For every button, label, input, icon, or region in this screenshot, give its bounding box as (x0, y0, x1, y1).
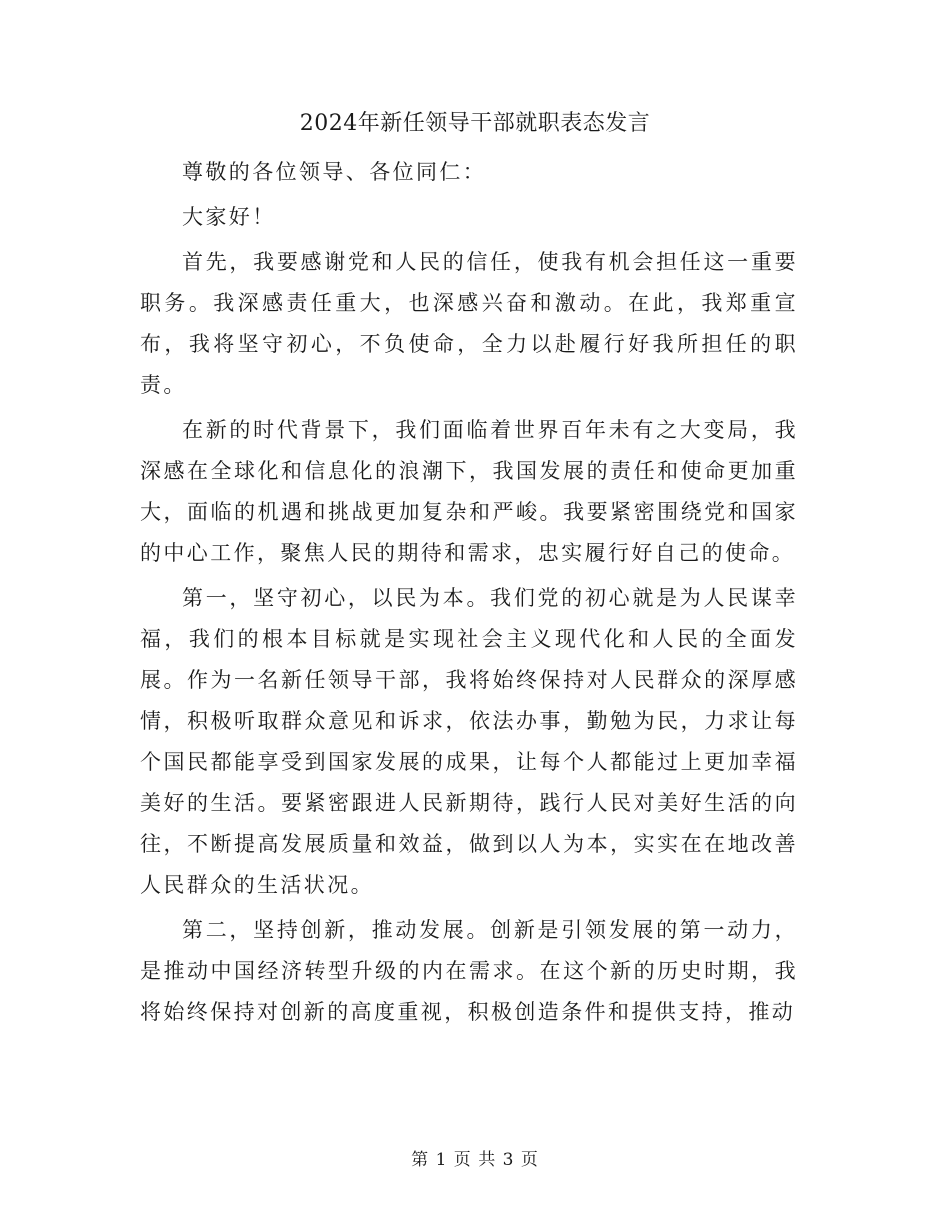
body-paragraph: 在新的时代背景下，我们面临着世界百年未有之大变局，我深感在全球化和信息化的浪潮下，我国发展的责任和使命更加重大，面临的机遇和挑战更加复杂和严峻。我要紧密围绕党和国家的中心工作，聚焦人民的期待和需求，忠实履行好自己的使命。 (140, 418, 798, 565)
salutation-paragraph: 尊敬的各位领导、各位同仁： (182, 160, 487, 184)
body-paragraph: 第一，坚守初心，以民为本。我们党的初心就是为人民谋幸福，我们的根本目标就是实现社会主义现代化和人民的全面发展。作为一名新任领导干部，我将始终保持对人民群众的深厚感情，积极听取群众意见和诉求，依法办事，勤勉为民，力求让每个国民都能享受到国家发展的成果，让每个人都能过上更加幸福美好的生活。要紧密跟进人民新期待，践行人民对美好生活的向往，不断提高发展质量和效益，做到以人为本，实实在在地改善人民群众的生活状况。 (140, 586, 798, 897)
body-paragraph: 第二，坚持创新，推动发展。创新是引领发展的第一动力，是推动中国经济转型升级的内在需求。在这个新的历史时期，我将始终保持对创新的高度重视，积极创造条件和提供支持，推动 (140, 918, 798, 1024)
body-paragraph: 首先，我要感谢党和人民的信任，使我有机会担任这一重要职务。我深感责任重大，也深感兴奋和激动。在此，我郑重宣布，我将坚守初心，不负使命，全力以赴履行好我所担任的职责。 (140, 250, 798, 397)
greeting-paragraph: 大家好！ (182, 205, 276, 229)
document-body (140, 152, 798, 1033)
page-footer: 第 1 页 共 3 页 (411, 1150, 539, 1170)
document-title: 2024年新任领导干部就职表态发言 (299, 111, 651, 136)
